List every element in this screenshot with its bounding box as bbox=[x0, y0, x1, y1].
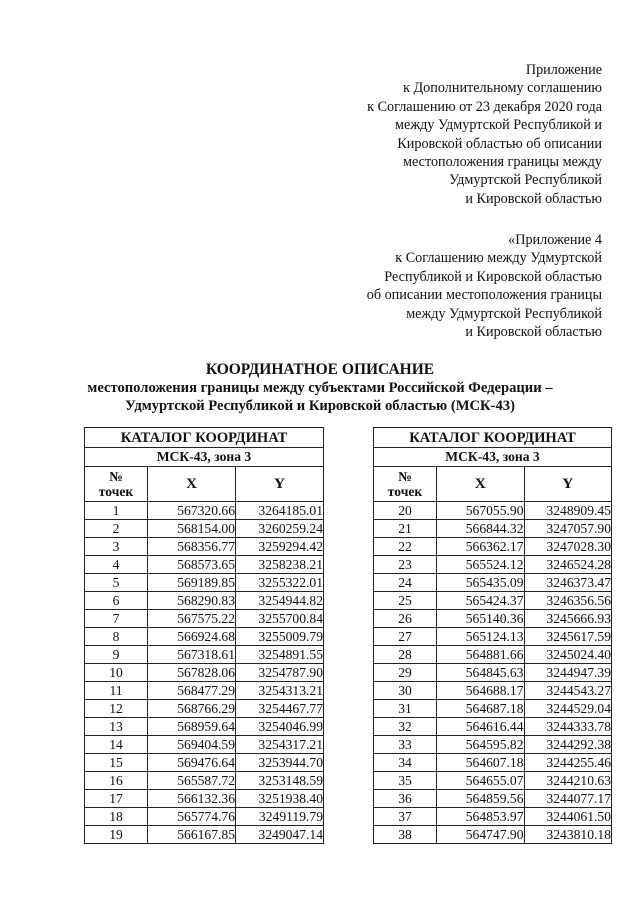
x-coordinate-cell: 565587.72 bbox=[148, 772, 236, 790]
x-coordinate-cell: 565524.12 bbox=[437, 556, 525, 574]
x-coordinate-cell: 566167.85 bbox=[148, 826, 236, 844]
header-line: об описании местоположения границы bbox=[366, 287, 602, 304]
point-number-cell: 18 bbox=[85, 808, 148, 826]
point-number-cell: 2 bbox=[85, 520, 148, 538]
coordinate-system-label: МСК-43, зона 3 bbox=[374, 448, 612, 467]
y-coordinate-cell: 3247028.30 bbox=[524, 538, 612, 556]
y-coordinate-cell: 3249119.79 bbox=[236, 808, 324, 826]
quoted-appendix-header bbox=[367, 231, 602, 341]
catalog-caption: КАТАЛОГ КООРДИНАТ bbox=[374, 428, 612, 448]
y-coordinate-cell: 3253148.59 bbox=[236, 772, 324, 790]
x-coordinate-cell: 564859.56 bbox=[437, 790, 525, 808]
y-coordinate-cell: 3254467.77 bbox=[236, 700, 324, 718]
y-coordinate-cell: 3244543.27 bbox=[524, 682, 612, 700]
x-coordinate-cell: 565774.76 bbox=[148, 808, 236, 826]
y-coordinate-cell: 3254046.99 bbox=[236, 718, 324, 736]
x-coordinate-cell: 568477.29 bbox=[148, 682, 236, 700]
x-coordinate-cell: 568959.64 bbox=[148, 718, 236, 736]
point-number-cell: 9 bbox=[85, 646, 148, 664]
y-coordinate-cell: 3253944.70 bbox=[236, 754, 324, 772]
x-coordinate-cell: 565124.13 bbox=[437, 628, 525, 646]
x-coordinate-cell: 564688.17 bbox=[437, 682, 525, 700]
table-row bbox=[374, 592, 612, 610]
y-coordinate-cell: 3264185.01 bbox=[236, 502, 324, 520]
table-row bbox=[374, 700, 612, 718]
table-row bbox=[374, 538, 612, 556]
point-number-cell: 5 bbox=[85, 574, 148, 592]
point-number-cell: 32 bbox=[374, 718, 437, 736]
point-number-cell: 7 bbox=[85, 610, 148, 628]
point-number-cell: 6 bbox=[85, 592, 148, 610]
table-row bbox=[85, 574, 324, 592]
x-coordinate-cell: 567320.66 bbox=[148, 502, 236, 520]
y-coordinate-cell: 3246373.47 bbox=[524, 574, 612, 592]
table-row bbox=[374, 646, 612, 664]
document-subtitle-line-1: местоположения границы между субъектами Российской Федерации – bbox=[87, 380, 553, 396]
table-row bbox=[85, 772, 324, 790]
table-row bbox=[374, 772, 612, 790]
point-number-cell: 12 bbox=[85, 700, 148, 718]
y-coordinate-cell: 3246524.28 bbox=[524, 556, 612, 574]
document-title: КООРДИНАТНОЕ ОПИСАНИЕ bbox=[205, 361, 435, 378]
x-coordinate-cell: 564853.97 bbox=[437, 808, 525, 826]
y-coordinate-cell: 3244077.17 bbox=[524, 790, 612, 808]
table-row bbox=[85, 736, 324, 754]
point-number-cell: 21 bbox=[374, 520, 437, 538]
point-number-cell: 17 bbox=[85, 790, 148, 808]
y-coordinate-cell: 3248909.45 bbox=[524, 502, 612, 520]
y-coordinate-cell: 3247057.90 bbox=[524, 520, 612, 538]
header-line: местоположения границы между bbox=[403, 154, 602, 171]
point-number-cell: 30 bbox=[374, 682, 437, 700]
x-coordinate-cell: 567575.22 bbox=[148, 610, 236, 628]
y-coordinate-cell: 3255009.79 bbox=[236, 628, 324, 646]
table-row bbox=[374, 574, 612, 592]
table-row bbox=[374, 718, 612, 736]
y-coordinate-cell: 3255322.01 bbox=[236, 574, 324, 592]
point-number-cell: 19 bbox=[85, 826, 148, 844]
table-row bbox=[85, 610, 324, 628]
x-coordinate-cell: 566362.17 bbox=[437, 538, 525, 556]
point-number-cell: 13 bbox=[85, 718, 148, 736]
y-coordinate-cell: 3245666.93 bbox=[524, 610, 612, 628]
header-line: между Удмуртской Республикой bbox=[406, 305, 602, 322]
y-coordinate-cell: 3245024.40 bbox=[524, 646, 612, 664]
x-coordinate-cell: 564747.90 bbox=[437, 826, 525, 844]
y-coordinate-cell: 3255700.84 bbox=[236, 610, 324, 628]
x-coordinate-cell: 568356.77 bbox=[148, 538, 236, 556]
header-line: «Приложение 4 bbox=[508, 232, 602, 248]
y-coordinate-cell: 3244947.39 bbox=[524, 664, 612, 682]
table-row bbox=[374, 808, 612, 826]
x-coordinate-cell: 564607.18 bbox=[437, 754, 525, 772]
point-number-cell: 16 bbox=[85, 772, 148, 790]
column-header-y: Y bbox=[236, 467, 324, 502]
table-row bbox=[374, 664, 612, 682]
table-row bbox=[85, 646, 324, 664]
point-number-cell: 10 bbox=[85, 664, 148, 682]
point-number-cell: 34 bbox=[374, 754, 437, 772]
point-number-cell: 26 bbox=[374, 610, 437, 628]
header-line: Приложение bbox=[525, 62, 602, 78]
point-number-cell: 1 bbox=[85, 502, 148, 520]
document-subtitle-line-2: Удмуртской Республикой и Кировской областью (МСК-43) bbox=[125, 398, 515, 414]
table-row bbox=[85, 808, 324, 826]
table-row bbox=[85, 664, 324, 682]
table-row bbox=[85, 520, 324, 538]
point-number-cell: 36 bbox=[374, 790, 437, 808]
header-line: между Удмуртской Республикой и bbox=[395, 117, 602, 134]
table-row bbox=[85, 718, 324, 736]
y-coordinate-cell: 3244529.04 bbox=[524, 700, 612, 718]
y-coordinate-cell: 3245617.59 bbox=[524, 628, 612, 646]
header-line: к Соглашению от 23 декабря 2020 года bbox=[367, 98, 602, 115]
point-number-cell: 24 bbox=[374, 574, 437, 592]
column-header-point-number: № точек bbox=[374, 467, 437, 502]
point-number-cell: 8 bbox=[85, 628, 148, 646]
coordinate-catalog-table-right bbox=[373, 427, 612, 844]
x-coordinate-cell: 566844.32 bbox=[437, 520, 525, 538]
table-row bbox=[374, 610, 612, 628]
x-coordinate-cell: 565140.36 bbox=[437, 610, 525, 628]
x-coordinate-cell: 568766.29 bbox=[148, 700, 236, 718]
x-coordinate-cell: 564845.63 bbox=[437, 664, 525, 682]
header-line: и Кировской областью bbox=[465, 190, 602, 207]
table-row bbox=[85, 628, 324, 646]
coordinate-system-label: МСК-43, зона 3 bbox=[85, 448, 324, 467]
x-coordinate-cell: 568154.00 bbox=[148, 520, 236, 538]
table-row bbox=[85, 790, 324, 808]
table-row bbox=[374, 502, 612, 520]
table-row bbox=[85, 754, 324, 772]
table-row bbox=[85, 682, 324, 700]
y-coordinate-cell: 3243810.18 bbox=[524, 826, 612, 844]
point-number-cell: 38 bbox=[374, 826, 437, 844]
point-number-cell: 14 bbox=[85, 736, 148, 754]
table-row bbox=[85, 538, 324, 556]
point-number-cell: 35 bbox=[374, 772, 437, 790]
x-coordinate-cell: 564655.07 bbox=[437, 772, 525, 790]
point-number-cell: 4 bbox=[85, 556, 148, 574]
y-coordinate-cell: 3260259.24 bbox=[236, 520, 324, 538]
y-coordinate-cell: 3254787.90 bbox=[236, 664, 324, 682]
point-number-cell: 31 bbox=[374, 700, 437, 718]
point-number-cell: 15 bbox=[85, 754, 148, 772]
point-number-cell: 29 bbox=[374, 664, 437, 682]
x-coordinate-cell: 565424.37 bbox=[437, 592, 525, 610]
table-row bbox=[374, 682, 612, 700]
point-number-cell: 27 bbox=[374, 628, 437, 646]
y-coordinate-cell: 3244292.38 bbox=[524, 736, 612, 754]
point-number-cell: 33 bbox=[374, 736, 437, 754]
point-number-cell: 11 bbox=[85, 682, 148, 700]
x-coordinate-cell: 569404.59 bbox=[148, 736, 236, 754]
x-coordinate-cell: 564616.44 bbox=[437, 718, 525, 736]
x-coordinate-cell: 569189.85 bbox=[148, 574, 236, 592]
y-coordinate-cell: 3258238.21 bbox=[236, 556, 324, 574]
y-coordinate-cell: 3259294.42 bbox=[236, 538, 324, 556]
column-header-y: Y bbox=[524, 467, 612, 502]
y-coordinate-cell: 3254944.82 bbox=[236, 592, 324, 610]
column-header-x: X bbox=[148, 467, 236, 502]
x-coordinate-cell: 567318.61 bbox=[148, 646, 236, 664]
table-row bbox=[85, 556, 324, 574]
x-coordinate-cell: 568290.83 bbox=[148, 592, 236, 610]
x-coordinate-cell: 566924.68 bbox=[148, 628, 236, 646]
catalog-caption: КАТАЛОГ КООРДИНАТ bbox=[85, 428, 324, 448]
header-line: Кировской областью об описании bbox=[397, 135, 602, 152]
y-coordinate-cell: 3249047.14 bbox=[236, 826, 324, 844]
x-coordinate-cell: 564687.18 bbox=[437, 700, 525, 718]
y-coordinate-cell: 3244255.46 bbox=[524, 754, 612, 772]
table-row bbox=[374, 754, 612, 772]
y-coordinate-cell: 3244210.63 bbox=[524, 772, 612, 790]
table-row bbox=[374, 556, 612, 574]
point-number-cell: 23 bbox=[374, 556, 437, 574]
table-row bbox=[85, 700, 324, 718]
coordinate-catalog-table-left bbox=[84, 427, 324, 844]
y-coordinate-cell: 3244061.50 bbox=[524, 808, 612, 826]
x-coordinate-cell: 569476.64 bbox=[148, 754, 236, 772]
y-coordinate-cell: 3254317.21 bbox=[236, 736, 324, 754]
appendix-header bbox=[367, 61, 602, 208]
y-coordinate-cell: 3246356.56 bbox=[524, 592, 612, 610]
table-row bbox=[85, 502, 324, 520]
x-coordinate-cell: 567828.06 bbox=[148, 664, 236, 682]
table-row bbox=[374, 736, 612, 754]
point-number-cell: 25 bbox=[374, 592, 437, 610]
x-coordinate-cell: 564595.82 bbox=[437, 736, 525, 754]
point-number-cell: 37 bbox=[374, 808, 437, 826]
y-coordinate-cell: 3244333.78 bbox=[524, 718, 612, 736]
x-coordinate-cell: 568573.65 bbox=[148, 556, 236, 574]
x-coordinate-cell: 564881.66 bbox=[437, 646, 525, 664]
table-row bbox=[374, 790, 612, 808]
y-coordinate-cell: 3254891.55 bbox=[236, 646, 324, 664]
table-row bbox=[85, 826, 324, 844]
header-line: Республикой и Кировской областью bbox=[384, 268, 602, 285]
point-number-cell: 20 bbox=[374, 502, 437, 520]
y-coordinate-cell: 3251938.40 bbox=[236, 790, 324, 808]
point-number-cell: 22 bbox=[374, 538, 437, 556]
header-line: к Дополнительному соглашению bbox=[403, 80, 602, 97]
point-number-cell: 3 bbox=[85, 538, 148, 556]
table-row bbox=[85, 592, 324, 610]
table-row bbox=[374, 628, 612, 646]
x-coordinate-cell: 565435.09 bbox=[437, 574, 525, 592]
y-coordinate-cell: 3254313.21 bbox=[236, 682, 324, 700]
point-number-cell: 28 bbox=[374, 646, 437, 664]
column-header-point-number: № точек bbox=[85, 467, 148, 502]
header-line: к Соглашению между Удмуртской bbox=[395, 250, 602, 267]
header-line: Удмуртской Республикой bbox=[449, 172, 602, 189]
header-line: и Кировской областью bbox=[465, 324, 602, 341]
x-coordinate-cell: 567055.90 bbox=[437, 502, 525, 520]
x-coordinate-cell: 566132.36 bbox=[148, 790, 236, 808]
column-header-x: X bbox=[437, 467, 525, 502]
table-row bbox=[374, 520, 612, 538]
table-row bbox=[374, 826, 612, 844]
